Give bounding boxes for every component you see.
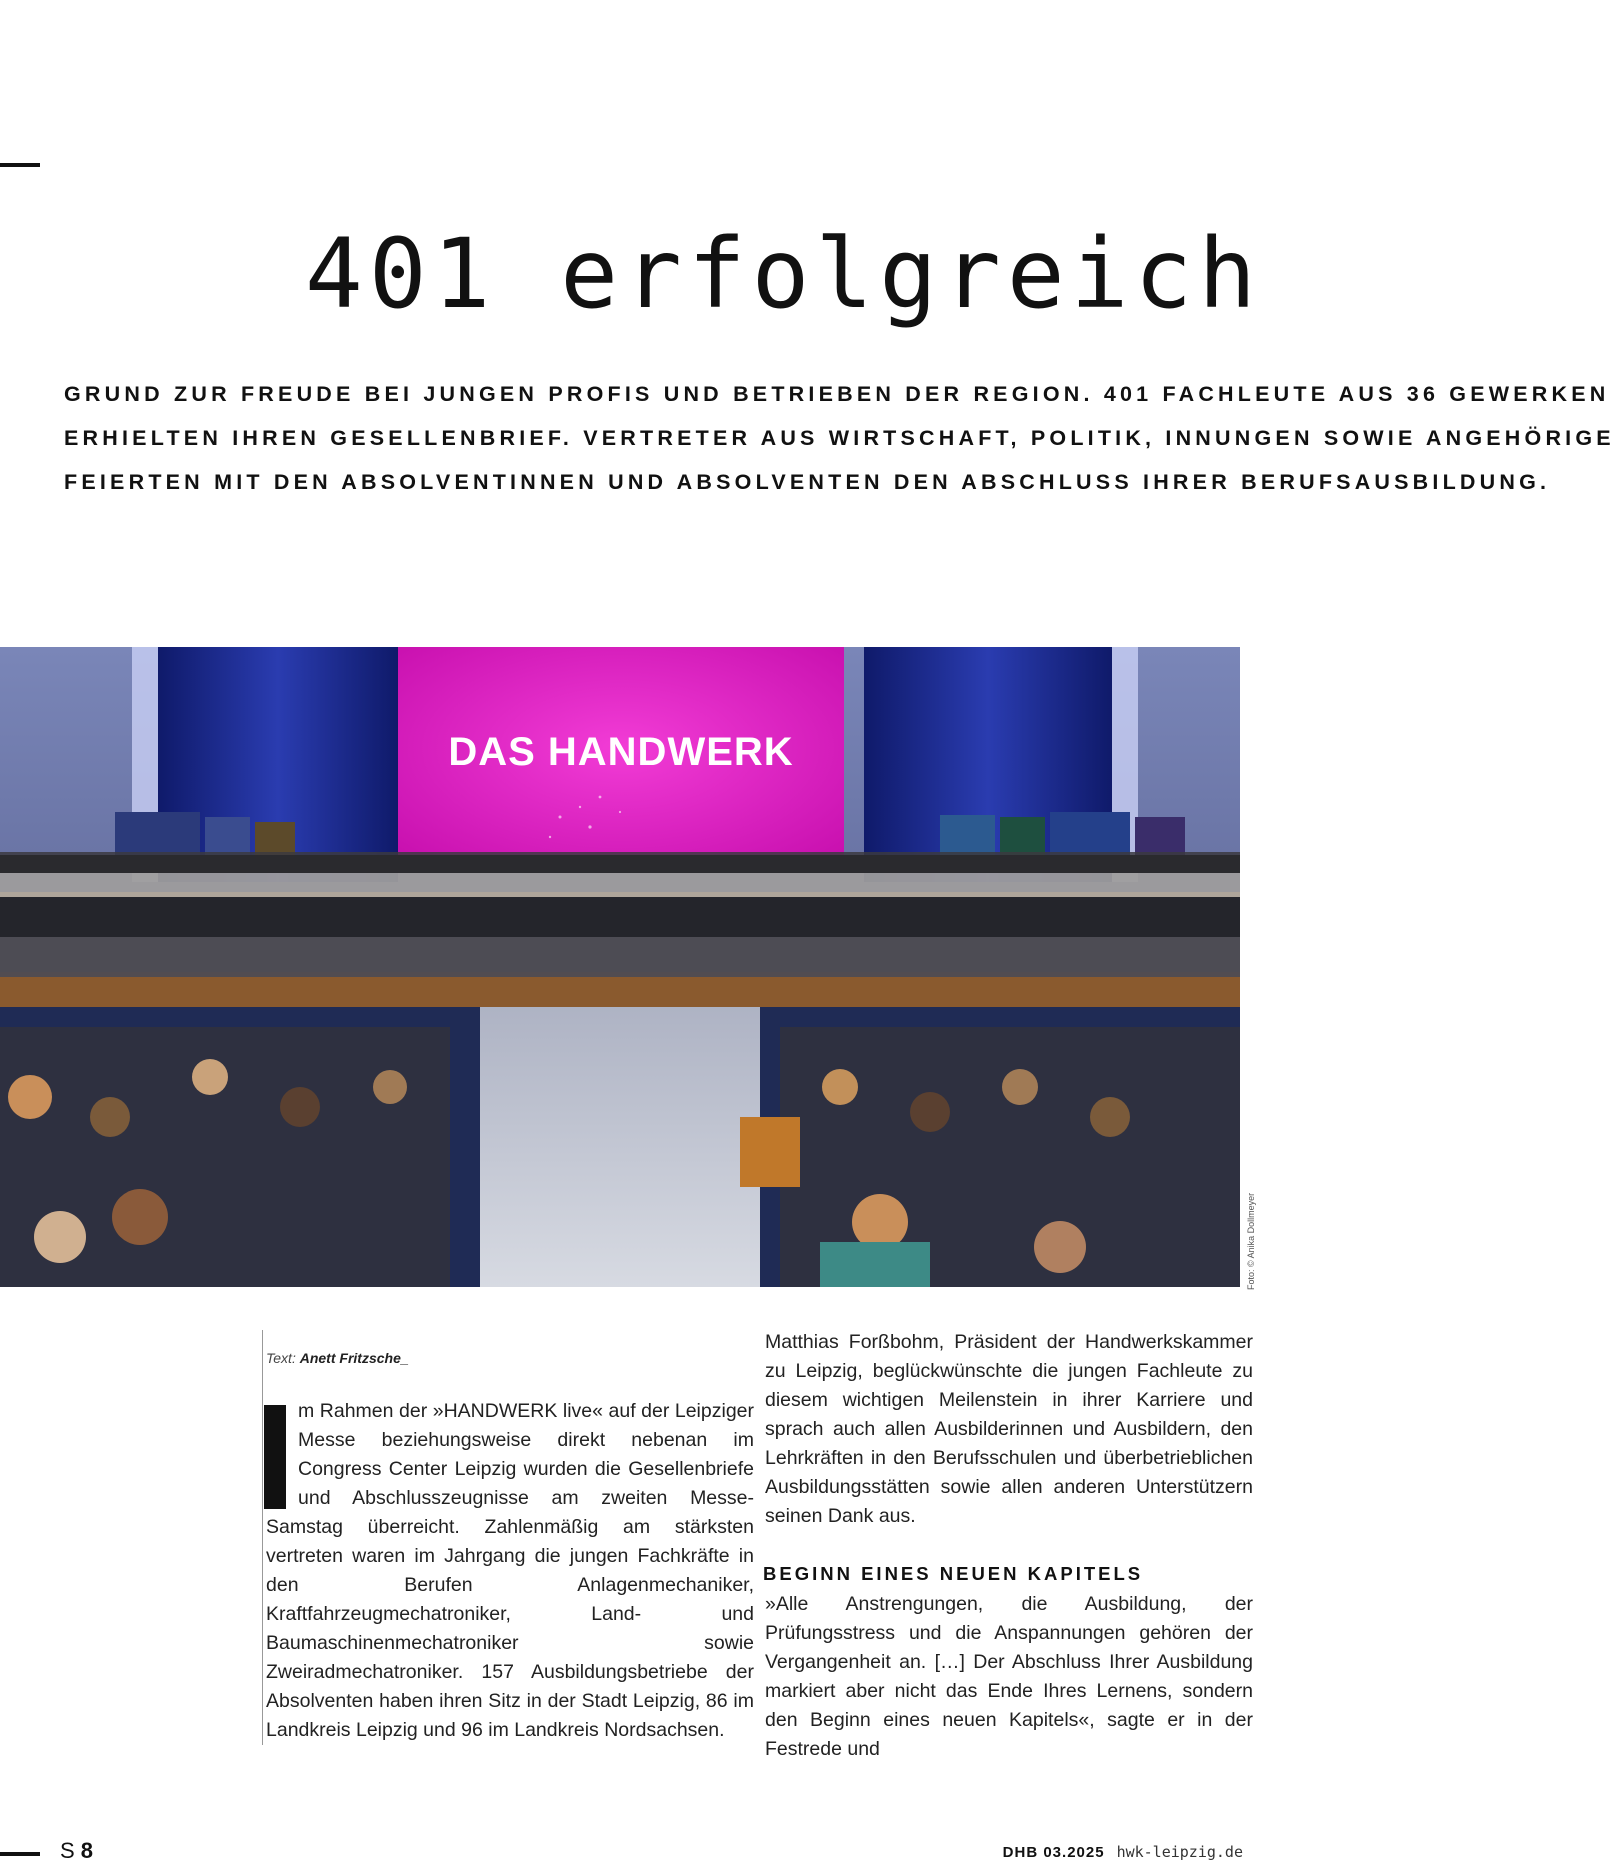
footer-rule xyxy=(0,1852,40,1856)
website-link[interactable]: hwk-leipzig.de xyxy=(1116,1843,1243,1861)
photo-credit: Foto: © Anika Dollmeyer xyxy=(1246,1192,1256,1290)
lead-line: ERHIELTEN IHREN GESELLENBRIEF. VERTRETER AUS WIRTSCHAFT, POLITIK, INNUNGEN SOWIE ANGEHÖRIGE xyxy=(64,426,1615,450)
article-body-left: m Rahmen der »HANDWERK live« auf der Leipziger Messe beziehungsweise direkt nebenan im Congress Center Leipzig wurden die Gesellenbriefe und Abschlusszeugnisse am zweiten Messe-Samstag überreicht. Zahlenmäßig am stärksten vertreten waren im Jahrgang die jungen Fachkräfte in den Berufen Anlagenmechaniker, Kraftfahrzeugmechatroniker, Land- und Baumaschinenmechatroniker sowie Zweiradmechatroniker. 157 Ausbildungsbetriebe der Absolventen haben ihren Sitz in der Stadt Leipzig, 86 im Landkreis Leipzig und 96 im Landkreis Nordsachsen. xyxy=(266,1400,754,1741)
drop-cap xyxy=(264,1405,286,1509)
page-prefix: S xyxy=(60,1838,75,1863)
lead-paragraph xyxy=(64,372,1615,504)
byline-author: Anett Fritzsche_ xyxy=(299,1350,409,1366)
footer-info xyxy=(1003,1843,1243,1861)
top-rule xyxy=(0,163,40,167)
lead-line: FEIERTEN MIT DEN ABSOLVENTINNEN UND ABSOLVENTEN DEN ABSCHLUSS IHRER BERUFSAUSBILDUNG. xyxy=(64,470,1551,494)
page-number-value: 8 xyxy=(80,1838,93,1863)
headline: 401 erfolgreich xyxy=(305,218,1262,330)
lead-line: GRUND ZUR FREUDE BEI JUNGEN PROFIS UND BETRIEBEN DER REGION. 401 FACHLEUTE AUS 36 GEWERKEN xyxy=(64,382,1610,406)
byline xyxy=(266,1344,754,1373)
byline-prefix: Text: xyxy=(266,1350,300,1366)
subheading: BEGINN EINES NEUEN KAPITELS xyxy=(763,1563,1144,1584)
page-number xyxy=(60,1838,93,1864)
event-photo xyxy=(0,647,1240,1287)
article-column-left xyxy=(262,1330,754,1745)
issue-label: DHB 03.2025 xyxy=(1002,1844,1105,1861)
graduates-group xyxy=(0,855,1240,977)
article-body-right-1: Matthias Forßbohm, Präsident der Handwerkskammer zu Leipzig, beglückwünschte die jungen Fachleute zu diesem wichtigen Meilenstein in ihrer Karriere und sprach auch allen Ausbilderinnen und Ausbildern, den Lehrkräften in den Berufsschulen und überbetrieblichen Ausbildungsstätten sowie allen anderen Unterstützern seinen Dank aus. xyxy=(765,1331,1253,1527)
article-body-right-2: »Alle Anstrengungen, die Ausbildung, der Prüfungsstress und die Anspannungen gehören der Vergangenheit an. […] Der Abschluss Ihrer Ausbildung markiert aber nicht das Ende Ihres Lernens, sondern den Beginn eines neuen Kapitels«, sagte er in der Festrede und xyxy=(765,1593,1253,1760)
screen-text: DAS HANDWERK xyxy=(448,730,794,774)
article-column-right xyxy=(763,1328,1253,1764)
